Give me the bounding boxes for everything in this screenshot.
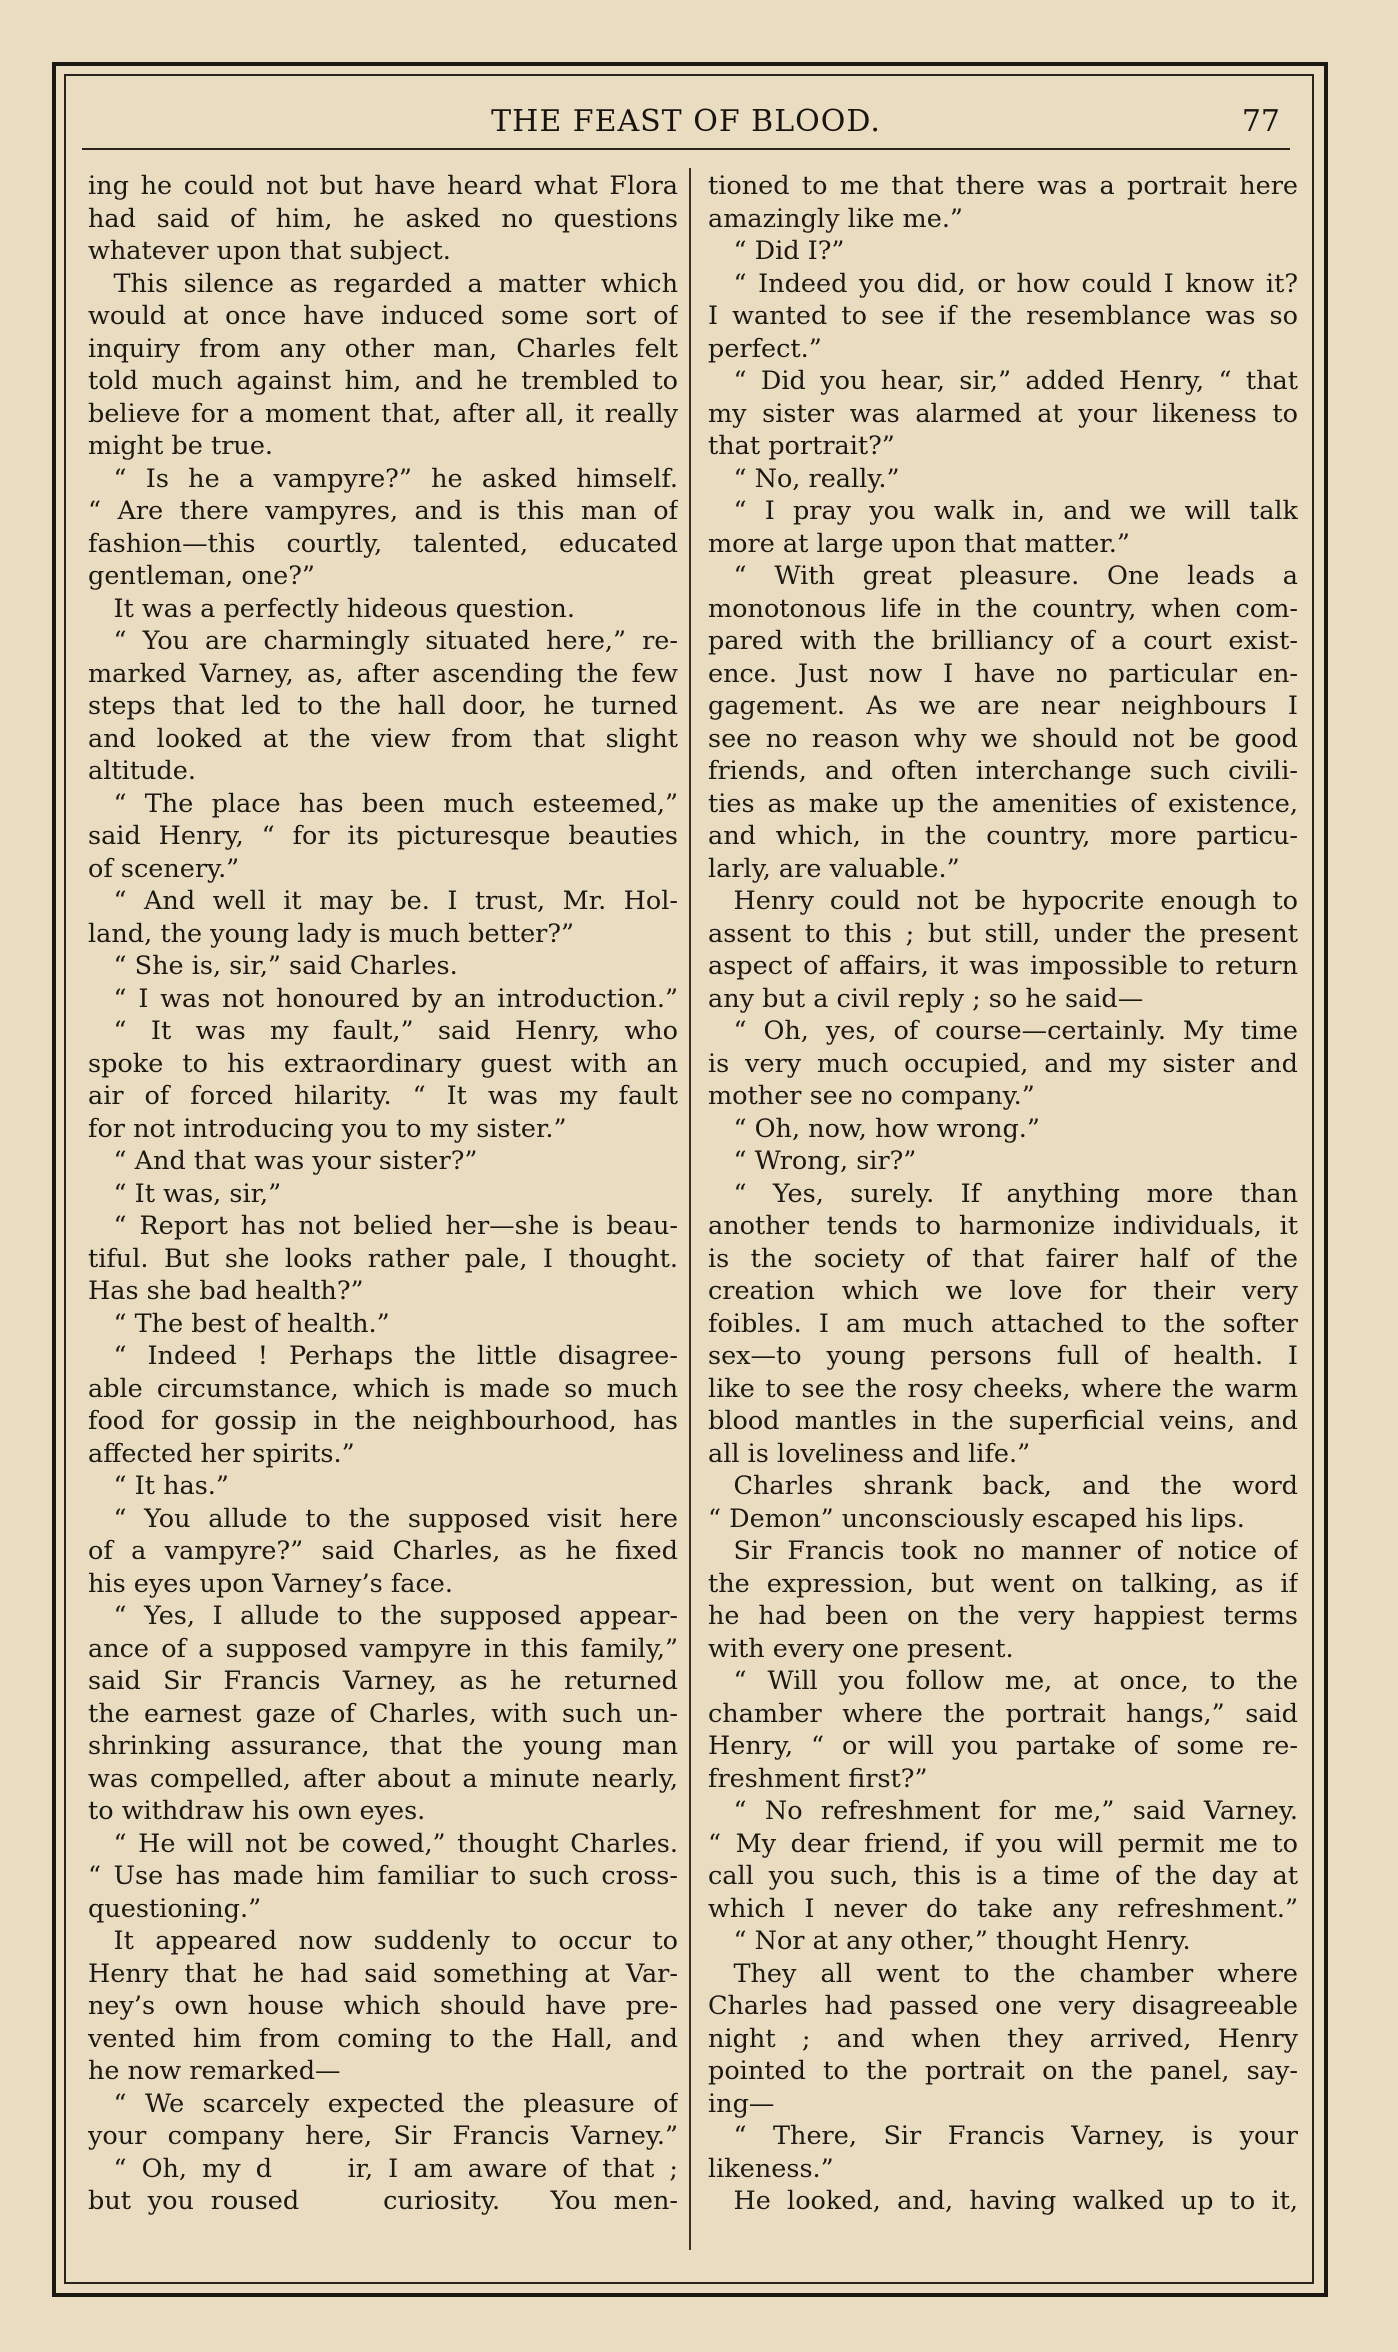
- text-line: ties as make up the amenities of existence,: [708, 788, 1298, 819]
- text-line: fashion—this courtly, talented, educated: [88, 528, 678, 559]
- text-line: “ You are charmingly situated here,” re-: [88, 626, 678, 656]
- text-line: for not introducing you to my sister.”: [88, 1113, 567, 1144]
- text-line: Henry that he had said something at Var-: [88, 1958, 678, 1989]
- text-line: “ She is, sir,” said Charles.: [88, 951, 458, 981]
- text-line: “ No refreshment for me,” said Varney.: [708, 1796, 1298, 1826]
- text-line: “ With great pleasure. One leads a: [708, 561, 1298, 591]
- text-line: “ Nor at any other,” thought Henry.: [708, 1926, 1191, 1956]
- text-line: questioning.”: [88, 1893, 262, 1924]
- text-line: more at large upon that matter.”: [708, 528, 1130, 559]
- text-line: ing he could not but have heard what Flora: [88, 171, 678, 201]
- text-line: he now remarked—: [88, 2056, 341, 2086]
- text-line: “ Oh, now, how wrong.”: [708, 1113, 1040, 1144]
- text-line: “ Indeed you did, or how could I know it?: [708, 268, 1298, 299]
- text-line: affected her spirits.”: [88, 1438, 355, 1469]
- text-line: spoke to his extraordinary guest with an: [88, 1048, 678, 1079]
- text-line: is very much occupied, and my sister and: [708, 1048, 1298, 1079]
- text-line: and which, in the country, more particu-: [708, 821, 1298, 851]
- text-line: told much against him, and he trembled to: [88, 366, 678, 396]
- text-line: “ Are there vampyres, and is this man of: [88, 496, 678, 526]
- text-line: gentleman, one?”: [88, 561, 315, 591]
- text-line: “ I pray you walk in, and we will talk: [708, 496, 1298, 526]
- text-line: whatever upon that subject.: [88, 236, 451, 266]
- text-line: sex—to young persons full of health. I: [708, 1341, 1298, 1371]
- text-line: your company here, Sir Francis Varney.”: [88, 2121, 678, 2151]
- text-line: “ It was my fault,” said Henry, who: [88, 1016, 678, 1046]
- text-line: ing—: [708, 2088, 775, 2119]
- text-line: inquiry from any other man, Charles felt: [88, 333, 678, 364]
- text-line: ance of a supposed vampyre in this family,”: [88, 1633, 678, 1664]
- text-line: It was a perfectly hideous question.: [88, 593, 575, 624]
- text-line: Charles had passed one very disagreeable: [708, 1991, 1298, 2021]
- text-line: see no reason why we should not be good: [708, 723, 1298, 754]
- text-line: he had been on the very happiest terms: [708, 1601, 1298, 1631]
- text-line: mother see no company.”: [708, 1081, 1035, 1111]
- text-line: which I never do take any refreshment.”: [708, 1893, 1298, 1924]
- text-line: might be true.: [88, 431, 274, 461]
- text-line: foibles. I am much attached to the softer: [708, 1308, 1298, 1339]
- text-line: of a vampyre?” said Charles, as he fixed: [88, 1536, 678, 1566]
- page-number: 77: [1241, 104, 1280, 139]
- text-line: blood mantles in the superficial veins, and: [708, 1406, 1298, 1436]
- text-line: “ I was not honoured by an introduction.”: [88, 983, 678, 1014]
- text-line: said Henry, “ for its picturesque beauties: [88, 821, 678, 851]
- text-line: ence. Just now I have no particular en-: [708, 658, 1298, 689]
- text-line: creation which we love for their very: [708, 1276, 1298, 1306]
- text-line: all is loveliness and life.”: [708, 1438, 1031, 1469]
- text-line: the earnest gaze of Charles, with such un-: [88, 1698, 678, 1729]
- text-line: “ Oh, yes, of course—certainly. My time: [708, 1016, 1298, 1046]
- text-line: land, the young lady is much better?”: [88, 918, 575, 949]
- text-line: “ It was, sir,”: [88, 1178, 282, 1209]
- text-line: “ The best of health.”: [88, 1308, 390, 1339]
- text-line: He looked, and, having walked up to it,: [708, 2186, 1298, 2216]
- text-line: air of forced hilarity. “ It was my fault: [88, 1081, 678, 1111]
- text-line: “ And that was your sister?”: [88, 1146, 478, 1176]
- text-line: “ We scarcely expected the pleasure of: [88, 2088, 678, 2119]
- text-line: and looked at the view from that slight: [88, 723, 678, 754]
- text-line: like to see the rosy cheeks, where the warm: [708, 1373, 1298, 1404]
- text-line: I wanted to see if the resemblance was so: [708, 301, 1298, 331]
- text-line: “ Oh, my d ir, I am aware of that ;: [88, 2153, 678, 2184]
- text-line: “ The place has been much esteemed,”: [88, 788, 678, 819]
- text-line: his eyes upon Varney’s face.: [88, 1568, 453, 1599]
- text-line: ney’s own house which should have pre-: [88, 1991, 678, 2021]
- text-line: tioned to me that there was a portrait here: [708, 171, 1298, 201]
- running-head: THE FEAST OF BLOOD.: [491, 104, 881, 139]
- column-divider: [689, 168, 691, 2250]
- text-line: monotonous life in the country, when com-: [708, 593, 1298, 624]
- text-line: steps that led to the hall door, he turned: [88, 691, 678, 721]
- text-line: Henry, “ or will you partake of some re-: [708, 1731, 1298, 1761]
- text-line: vented him from coming to the Hall, and: [88, 2023, 678, 2054]
- text-line: It appeared now suddenly to occur to: [88, 1926, 678, 1956]
- text-line: perfect.”: [708, 333, 822, 364]
- text-line: was compelled, after about a minute nearly,: [88, 1763, 678, 1794]
- text-line: freshment first?”: [708, 1763, 928, 1794]
- text-line: “ He will not be cowed,” thought Charles.: [88, 1828, 678, 1859]
- text-line: amazingly like me.”: [708, 203, 963, 234]
- text-line: aspect of affairs, it was impossible to return: [708, 951, 1298, 981]
- text-line: to withdraw his own eyes.: [88, 1796, 426, 1826]
- text-line: call you such, this is a time of the day at: [708, 1861, 1298, 1891]
- text-line: of scenery.”: [88, 853, 240, 884]
- text-line: likeness.”: [708, 2153, 834, 2184]
- text-line: with every one present.: [708, 1633, 1014, 1664]
- text-line: would at once have induced some sort of: [88, 301, 678, 331]
- text-line: “ Use has made him familiar to such cross-: [88, 1861, 678, 1891]
- text-line: They all went to the chamber where: [708, 1958, 1298, 1989]
- text-line: pointed to the portrait on the panel, say-: [708, 2056, 1298, 2086]
- text-line: “ Wrong, sir?”: [708, 1146, 917, 1176]
- text-line: “ Yes, surely. If anything more than: [708, 1178, 1298, 1209]
- text-line: “ Did you hear, sir,” added Henry, “ that: [708, 366, 1298, 396]
- text-line: Has she bad health?”: [88, 1276, 364, 1306]
- text-line: pared with the brilliancy of a court exist-: [708, 626, 1298, 656]
- text-line: but you roused curiosity. You men-: [88, 2186, 678, 2216]
- text-line: believe for a moment that, after all, it really: [88, 398, 678, 429]
- text-line: “ No, really.”: [708, 463, 900, 494]
- text-line: larly, are valuable.”: [708, 853, 960, 884]
- right-text-column: [708, 170, 1298, 2218]
- text-line: friends, and often interchange such civili-: [708, 756, 1298, 786]
- text-line: altitude.: [88, 756, 196, 786]
- text-line: night ; and when they arrived, Henry: [708, 2023, 1298, 2054]
- text-line: “ Yes, I allude to the supposed appear-: [88, 1601, 678, 1631]
- text-line: able circumstance, which is made so much: [88, 1373, 678, 1404]
- text-line: gagement. As we are near neighbours I: [708, 691, 1298, 721]
- text-line: Sir Francis took no manner of notice of: [708, 1536, 1298, 1566]
- text-line: “ There, Sir Francis Varney, is your: [708, 2121, 1298, 2151]
- text-line: said Sir Francis Varney, as he returned: [88, 1666, 678, 1696]
- text-line: that portrait?”: [708, 431, 895, 461]
- text-line: my sister was alarmed at your likeness to: [708, 398, 1298, 429]
- text-line: chamber where the portrait hangs,” said: [708, 1698, 1298, 1729]
- page-header: [82, 102, 1290, 150]
- text-line: shrinking assurance, that the young man: [88, 1731, 678, 1761]
- text-line: the expression, but went on talking, as if: [708, 1568, 1298, 1599]
- text-line: assent to this ; but still, under the present: [708, 918, 1298, 949]
- text-line: Charles shrank back, and the word: [708, 1471, 1298, 1501]
- text-line: “ Report has not belied her—she is beau-: [88, 1211, 678, 1241]
- text-line: another tends to harmonize individuals, it: [708, 1211, 1298, 1241]
- text-line: “ My dear friend, if you will permit me to: [708, 1828, 1298, 1859]
- text-line: “ Demon” unconsciously escaped his lips.: [708, 1503, 1245, 1534]
- text-line: had said of him, he asked no questions: [88, 203, 678, 234]
- text-line: any but a civil reply ; so he said—: [708, 983, 1144, 1014]
- text-line: “ Is he a vampyre?” he asked himself.: [88, 463, 678, 494]
- text-line: “ Did I?”: [708, 236, 845, 266]
- text-line: tiful. But she looks rather pale, I thought.: [88, 1243, 678, 1274]
- text-line: “ It has.”: [88, 1471, 229, 1501]
- text-line: food for gossip in the neighbourhood, has: [88, 1406, 678, 1436]
- text-line: “ You allude to the supposed visit here: [88, 1503, 678, 1534]
- text-line: “ Indeed ! Perhaps the little disagree-: [88, 1341, 678, 1371]
- text-line: marked Varney, as, after ascending the few: [88, 658, 678, 689]
- text-line: This silence as regarded a matter which: [88, 268, 678, 299]
- text-line: “ And well it may be. I trust, Mr. Hol-: [88, 886, 678, 916]
- text-line: “ Will you follow me, at once, to the: [708, 1666, 1298, 1696]
- left-text-column: [88, 170, 678, 2218]
- text-line: is the society of that fairer half of the: [708, 1243, 1298, 1274]
- text-line: Henry could not be hypocrite enough to: [708, 886, 1298, 916]
